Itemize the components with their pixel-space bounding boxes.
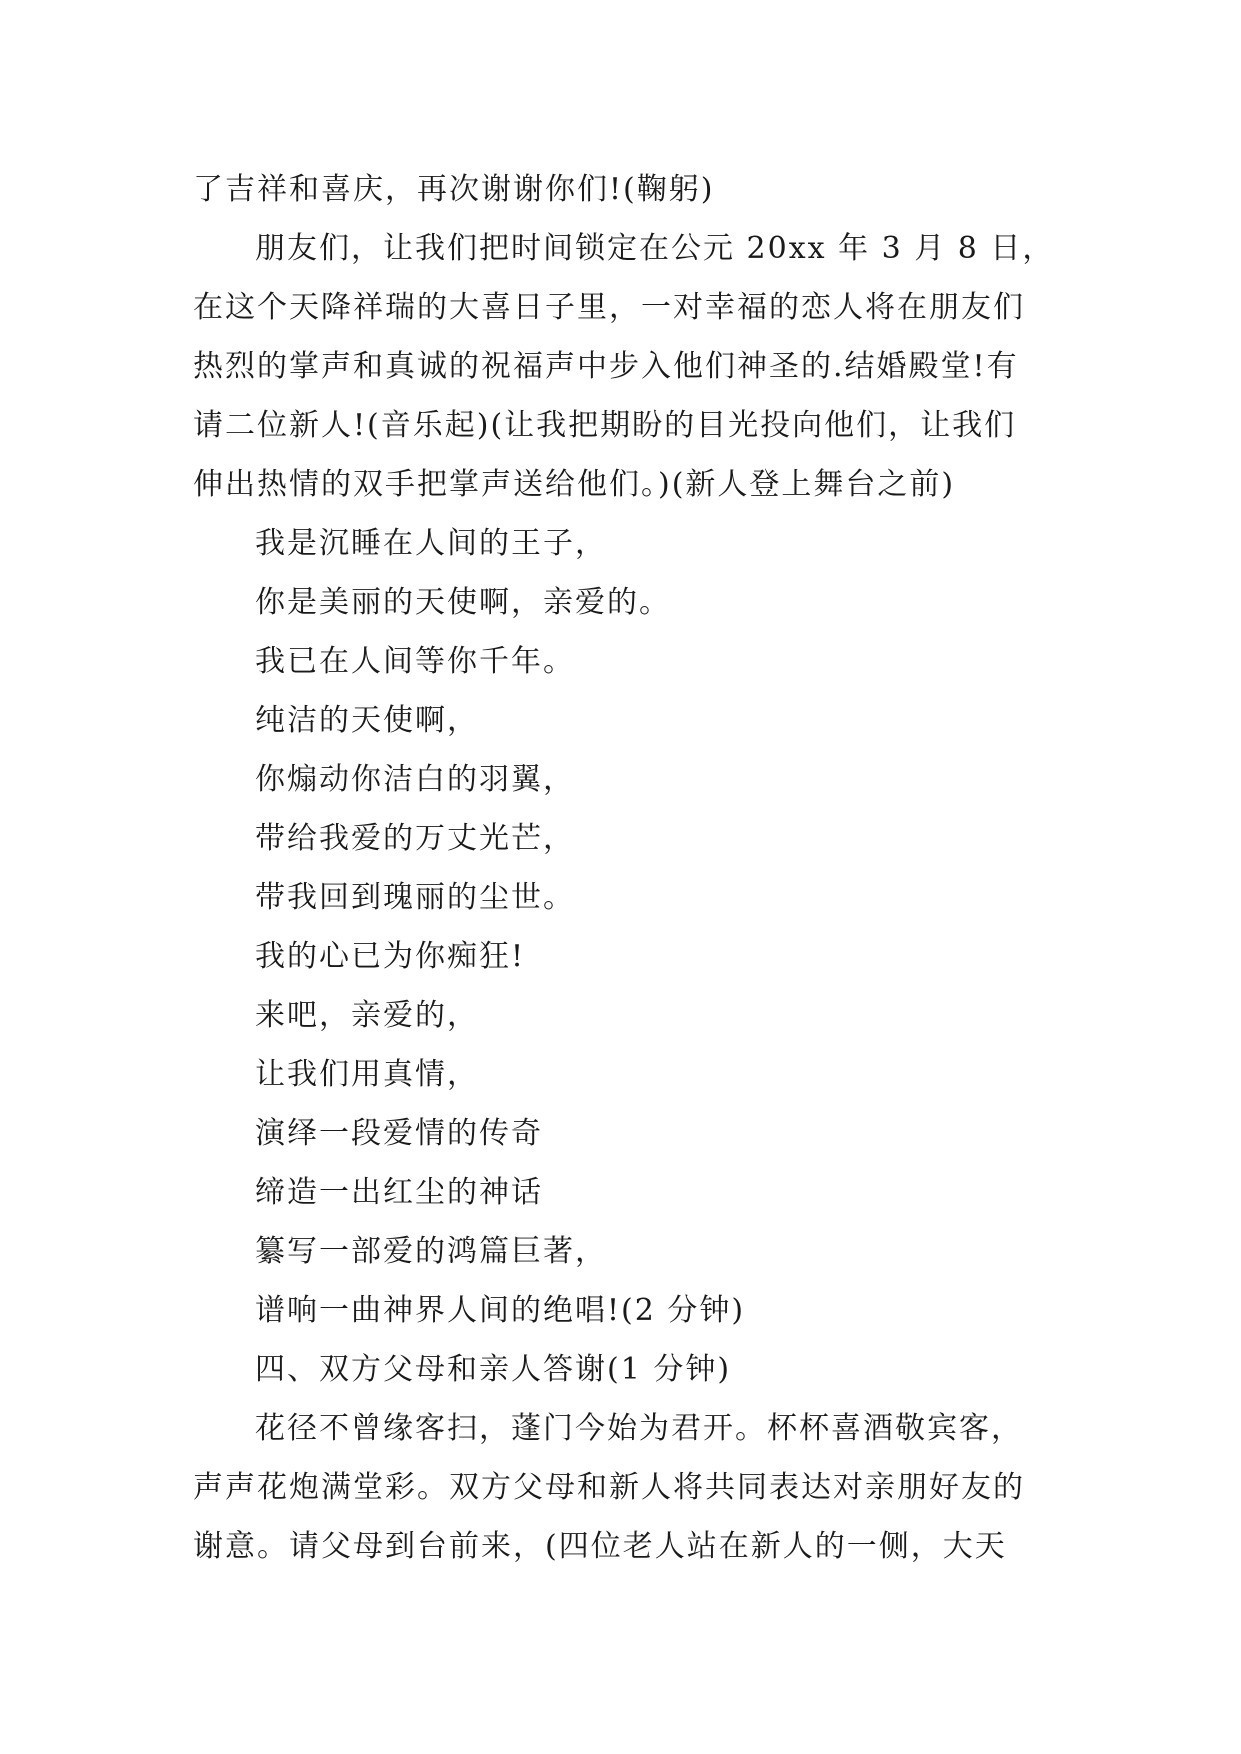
- poem-line: 你煽动你洁白的羽翼，: [255, 762, 575, 797]
- paragraph-line: 谢意。请父母到台前来，(四位老人站在新人的一侧，大天: [193, 1529, 1007, 1564]
- paragraph-line: 声声花炮满堂彩。双方父母和新人将共同表达对亲朋好友的: [193, 1470, 1025, 1505]
- poem-line: 纂写一部爱的鸿篇巨著，: [255, 1234, 607, 1269]
- poem-line: 我已在人间等你千年。: [255, 644, 575, 679]
- poem-line: 带我回到瑰丽的尘世。: [255, 880, 575, 915]
- paragraph-line: 热烈的掌声和真诚的祝福声中步入他们神圣的.结婚殿堂!有: [193, 349, 1019, 384]
- poem-line: 演绎一段爱情的传奇: [255, 1116, 543, 1151]
- poem-line: 谱响一曲神界人间的绝唱!(2 分钟): [255, 1293, 746, 1328]
- poem-line: 带给我爱的万丈光芒，: [255, 821, 575, 856]
- poem-line: 我的心已为你痴狂!: [255, 939, 526, 974]
- poem-line: 缔造一出红尘的神话: [255, 1175, 543, 1210]
- paragraph-line: 了吉祥和喜庆，再次谢谢你们!(鞠躬): [193, 172, 715, 207]
- section-heading: 四、双方父母和亲人答谢(1 分钟): [255, 1352, 732, 1387]
- paragraph-line: 伸出热情的双手把掌声送给他们。)(新人登上舞台之前): [193, 467, 956, 502]
- document-page: [193, 160, 1053, 1576]
- paragraph-line: 花径不曾缘客扫，蓬门今始为君开。杯杯喜酒敬宾客，: [255, 1411, 1023, 1446]
- paragraph-line: 请二位新人!(音乐起)(让我把期盼的目光投向他们，让我们: [193, 408, 1017, 443]
- paragraph-line: 在这个天降祥瑞的大喜日子里，一对幸福的恋人将在朋友们: [193, 290, 1025, 325]
- poem-line: 来吧，亲爱的，: [255, 998, 479, 1033]
- poem-line: 纯洁的天使啊，: [255, 703, 479, 738]
- paragraph-line: 朋友们，让我们把时间锁定在公元 20xx 年 3 月 8 日，: [255, 231, 1055, 266]
- poem-line: 你是美丽的天使啊，亲爱的。: [255, 585, 671, 620]
- poem-line: 让我们用真情，: [255, 1057, 479, 1092]
- poem-line: 我是沉睡在人间的王子，: [255, 526, 607, 561]
